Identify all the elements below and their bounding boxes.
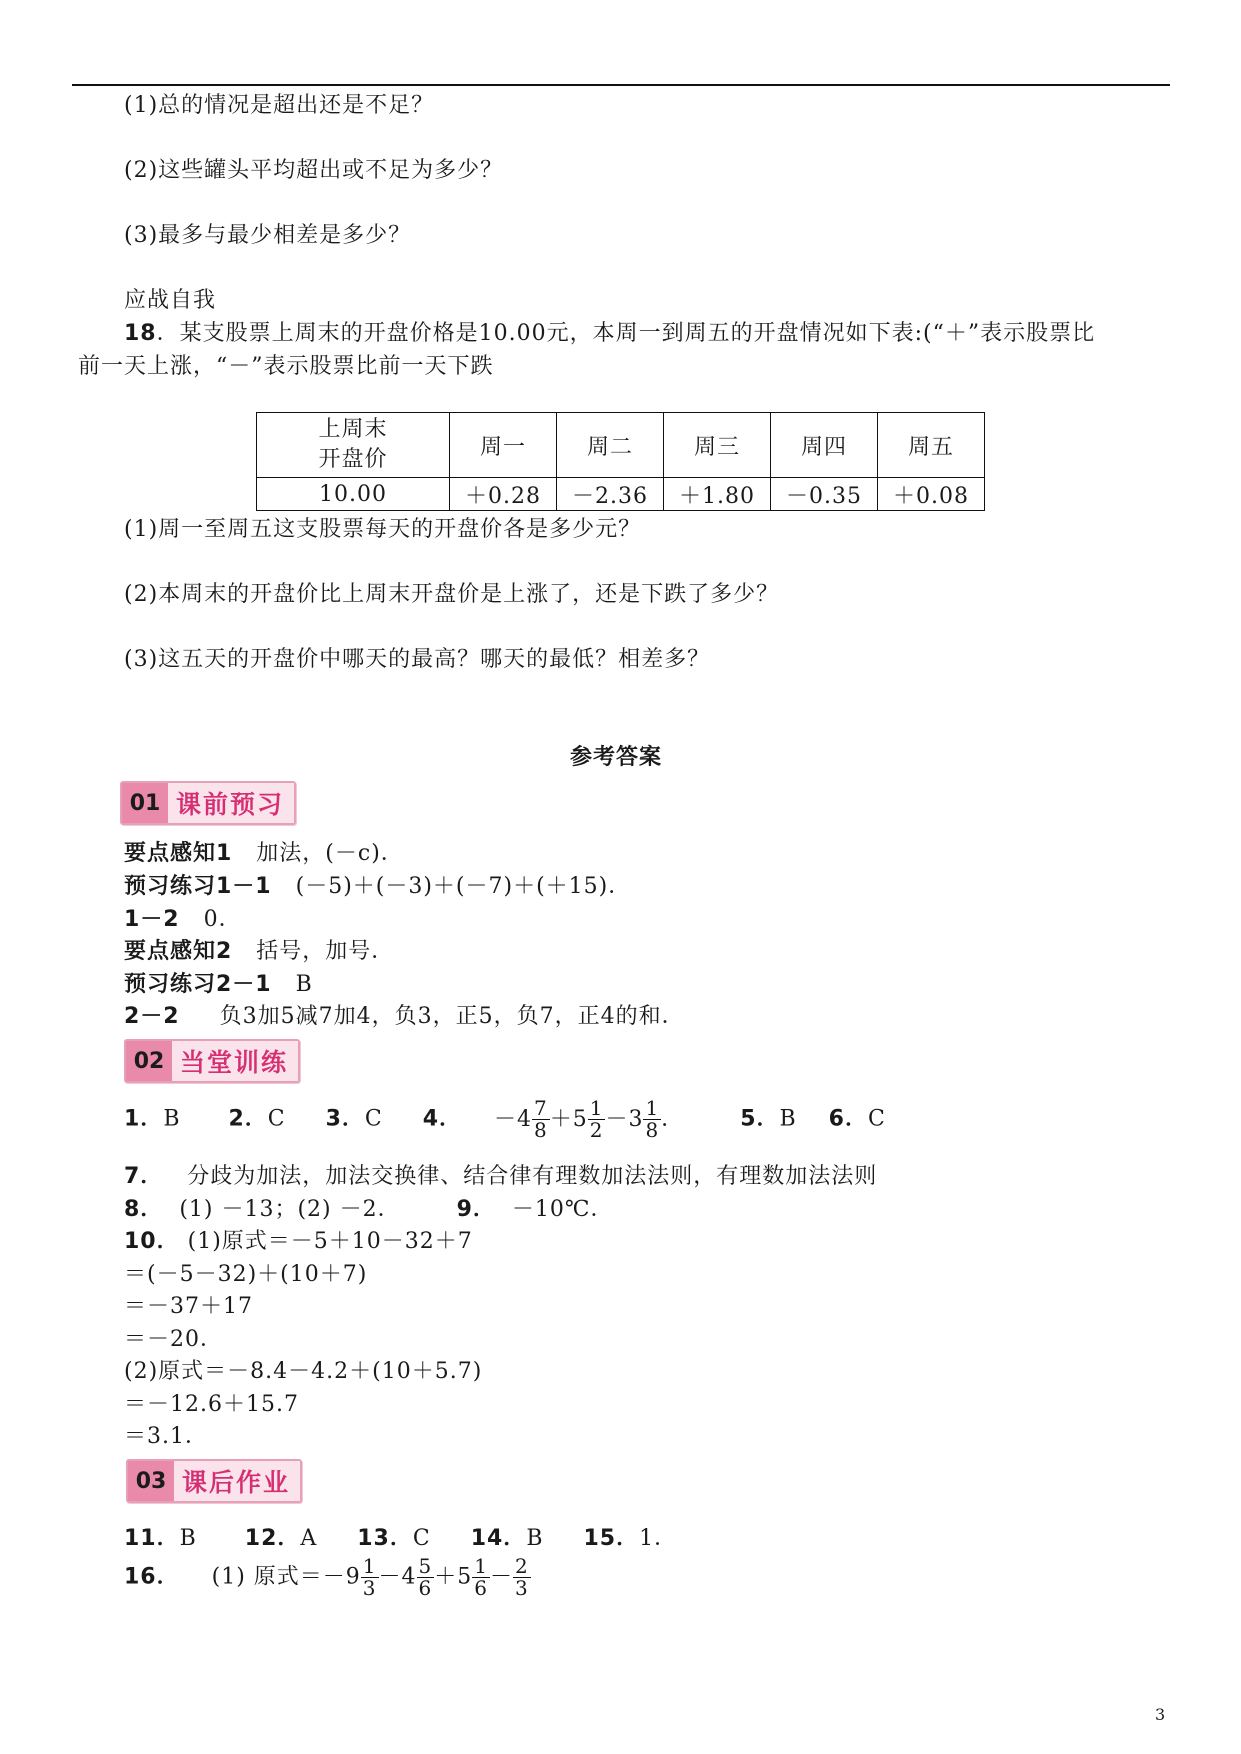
q17-sub1: (1)总的情况是超出还是不足？	[124, 93, 435, 118]
denominator: 6	[474, 1576, 488, 1600]
practice-line-1-6	[124, 1098, 886, 1141]
preview-line-6-text: 负3加5减7加4，负3，正5，负7，正4的和．	[219, 1004, 685, 1029]
preview-line-4-text: 括号，加号．	[256, 939, 395, 964]
badge-preview-label: 课前预习	[168, 783, 294, 823]
answer-6-number: 6．	[828, 1106, 868, 1132]
answer-14-number: 14．	[470, 1526, 527, 1551]
q18-stem-line2: 前一天上涨，“－”表示股票比前一天下跌	[78, 354, 494, 379]
answer-16-part-4: －	[489, 1564, 513, 1590]
answer-10-step-1: (1)原式＝－5＋10－32＋7	[187, 1229, 473, 1254]
denominator: 3	[362, 1576, 377, 1600]
preview-line-2-text: (－5)＋(－3)＋(－7)＋(＋15)．	[295, 874, 632, 899]
value-last-weekend: 10.00	[257, 478, 450, 511]
preview-line-2	[124, 869, 631, 900]
answer-1: B	[163, 1106, 181, 1132]
q18-sub1: (1)周一至周五这支股票每天的开盘价各是多少元？	[124, 517, 642, 542]
answer-16-fraction-2	[417, 1556, 435, 1599]
preview-line-2-label: 预习练习1－1	[124, 874, 272, 899]
denominator: 6	[418, 1576, 433, 1600]
answer-12: A	[300, 1526, 318, 1551]
answer-15: 1．	[639, 1526, 678, 1551]
answer-9: －10℃．	[511, 1197, 614, 1222]
value-wed: ＋1.80	[664, 478, 771, 511]
numerator: 1	[589, 1096, 604, 1120]
answer-3: C	[364, 1106, 383, 1132]
denominator: 8	[645, 1118, 660, 1142]
badge-homework-label: 课后作业	[174, 1461, 300, 1501]
answer-16-part-2: －4	[378, 1564, 417, 1590]
badge-homework	[126, 1459, 302, 1503]
numerator: 2	[514, 1554, 529, 1578]
answer-4-part-3: －3	[605, 1106, 644, 1132]
preview-line-6-label: 2－2	[124, 1004, 180, 1029]
numerator: 1	[362, 1554, 377, 1578]
badge-homework-number: 03	[128, 1461, 174, 1501]
answer-10-line-1	[124, 1224, 473, 1255]
q18-sub3: (3)这五天的开盘价中哪天的最高？哪天的最低？相差多？	[124, 647, 711, 672]
answer-4-fraction-1	[532, 1098, 550, 1141]
answer-1-number: 1．	[124, 1106, 164, 1132]
section-title: 应战自我	[124, 288, 217, 313]
badge-preview-number: 01	[122, 783, 168, 823]
answer-15-number: 15．	[583, 1526, 640, 1551]
answer-11: B	[179, 1526, 197, 1551]
answer-4-part-1: －4	[494, 1106, 532, 1132]
numerator: 7	[534, 1096, 548, 1120]
answer-10-step-6: ＝－12.6＋15.7	[124, 1392, 299, 1417]
preview-line-1-label: 要点感知1	[124, 841, 233, 866]
answers-title: 参考答案	[570, 745, 663, 770]
stock-table-header-row	[257, 413, 985, 478]
answer-16-line	[124, 1556, 531, 1599]
preview-line-5-text: B	[295, 972, 313, 997]
answer-12-number: 12．	[244, 1526, 301, 1551]
answer-16-fraction-3	[472, 1556, 490, 1599]
answer-8: (1) －13；(2) －2．	[179, 1197, 401, 1222]
header-wed: 周三	[664, 413, 771, 478]
denominator: 3	[514, 1576, 529, 1600]
stock-table-value-row	[257, 478, 985, 511]
answer-4-fraction-3	[643, 1098, 661, 1141]
q18-sub2: (2)本周末的开盘价比上周末开盘价是上涨了，还是下跌了多少？	[124, 582, 780, 607]
answer-6: C	[867, 1106, 886, 1132]
header-tue: 周二	[557, 413, 664, 478]
preview-line-3-text: 0．	[203, 907, 242, 932]
badge-practice-number: 02	[126, 1041, 172, 1081]
answer-16-part-3: ＋5	[434, 1564, 473, 1590]
answer-16-fraction-1	[361, 1556, 379, 1599]
answer-4-part-2: ＋5	[549, 1106, 588, 1132]
answer-13: C	[412, 1526, 431, 1551]
answer-2: C	[267, 1106, 286, 1132]
answer-7-number: 7．	[124, 1164, 164, 1189]
preview-line-5	[124, 967, 313, 998]
answer-4-end: ．	[661, 1106, 685, 1132]
q17-sub2: (2)这些罐头平均超出或不足为多少？	[124, 158, 504, 183]
badge-preview	[120, 781, 296, 825]
q18-stem-text: ．某支股票上周末的开盘价格是10.00元，本周一到周五的开盘情况如下表:(“＋”表示股票比	[156, 321, 1096, 346]
answer-10-number: 10．	[124, 1229, 180, 1254]
value-fri: ＋0.08	[878, 478, 985, 511]
value-mon: ＋0.28	[450, 478, 557, 511]
answer-13-number: 13．	[357, 1526, 413, 1551]
answer-11-number: 11．	[124, 1526, 180, 1551]
q17-sub3: (3)最多与最少相差是多少？	[124, 223, 412, 248]
preview-line-3	[124, 902, 242, 933]
numerator: 5	[418, 1554, 433, 1578]
denominator: 8	[534, 1118, 548, 1142]
answer-10-step-2: ＝(－5－32)＋(10＋7)	[124, 1262, 368, 1287]
header-mon: 周一	[450, 413, 557, 478]
header-fri: 周五	[878, 413, 985, 478]
answer-16-number: 16．	[124, 1564, 180, 1590]
answer-10-step-4: ＝－20．	[124, 1327, 223, 1352]
numerator: 1	[645, 1096, 660, 1120]
preview-line-6	[124, 999, 685, 1030]
value-tue: －2.36	[557, 478, 664, 511]
preview-line-5-label: 预习练习2－1	[124, 972, 272, 997]
answer-8-number: 8．	[124, 1197, 164, 1222]
preview-line-1	[124, 836, 404, 867]
denominator: 2	[589, 1118, 604, 1142]
answer-3-number: 3．	[325, 1106, 365, 1132]
header-last-weekend: 上周末 开盘价	[257, 413, 450, 478]
answer-16-fraction-4	[513, 1556, 531, 1599]
badge-practice-label: 当堂训练	[172, 1041, 298, 1081]
answer-10-step-7: ＝3.1．	[124, 1424, 208, 1449]
answer-4-fraction-2	[588, 1098, 606, 1141]
answer-7: 分歧为加法，加法交换律、结合律有理数加法法则，有理数加法法则	[187, 1164, 878, 1189]
answer-9-number: 9．	[456, 1197, 496, 1222]
badge-practice	[124, 1039, 300, 1083]
answer-7-line	[124, 1159, 877, 1190]
answer-14: B	[526, 1526, 544, 1551]
preview-line-4	[124, 934, 394, 965]
page-number: 3	[1155, 1705, 1166, 1724]
homework-line-11-15	[124, 1521, 677, 1552]
stock-table	[256, 412, 985, 511]
answer-4-expression	[494, 1096, 692, 1142]
q18-number: 18	[124, 321, 157, 346]
answer-8-9-line	[124, 1192, 614, 1223]
header-rule	[72, 84, 1170, 86]
header-thu: 周四	[771, 413, 878, 478]
answer-5-number: 5．	[740, 1106, 780, 1132]
value-thu: －0.35	[771, 478, 878, 511]
preview-line-3-label: 1－2	[124, 907, 180, 932]
answer-5: B	[779, 1106, 797, 1132]
answer-2-number: 2．	[228, 1106, 268, 1132]
answer-16-prefix: (1) 原式＝－9	[211, 1564, 361, 1590]
q18-stem-line1	[124, 316, 1095, 347]
answer-10-step-5: (2)原式＝－8.4－4.2＋(10＋5.7)	[124, 1359, 483, 1384]
answer-4-number: 4．	[422, 1106, 463, 1132]
preview-line-4-label: 要点感知2	[124, 939, 233, 964]
preview-line-1-text: 加法，(－c)．	[256, 841, 404, 866]
answer-10-step-3: ＝－37＋17	[124, 1294, 253, 1319]
numerator: 1	[474, 1554, 488, 1578]
